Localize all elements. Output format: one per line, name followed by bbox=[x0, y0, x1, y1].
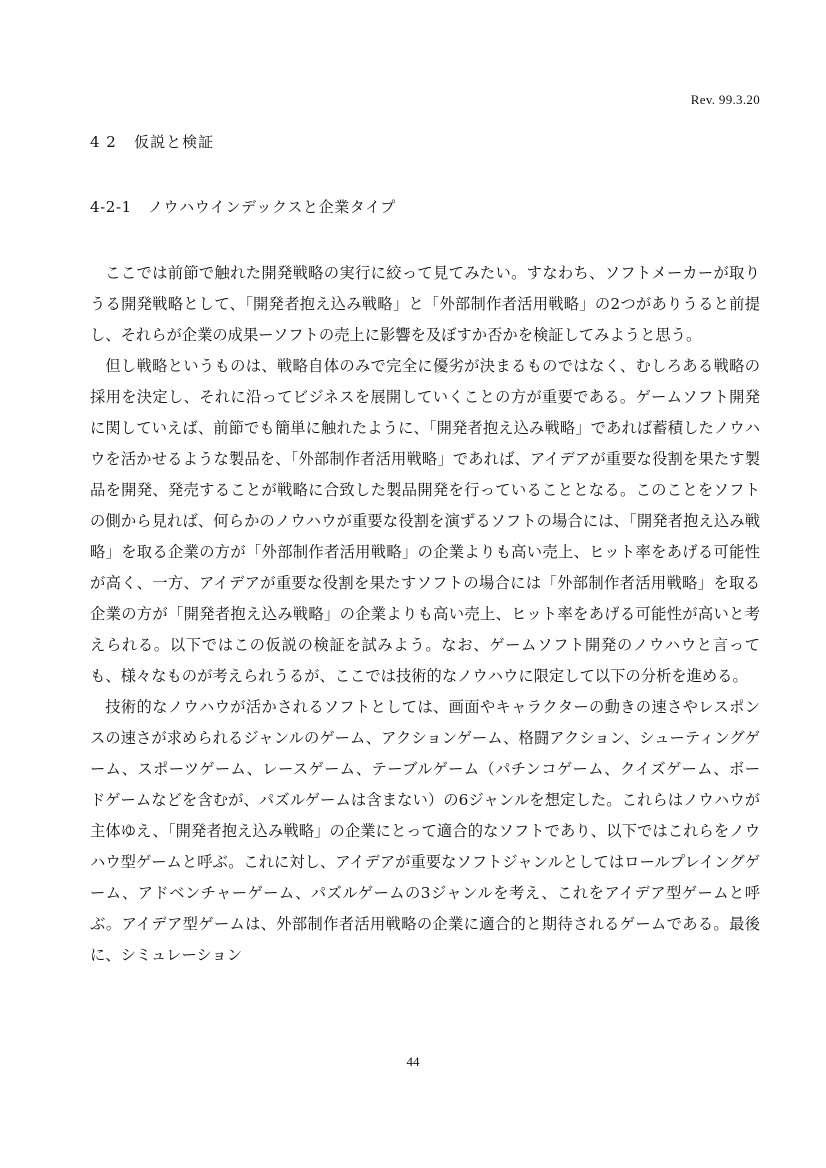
revision-label: Rev. 99.3.20 bbox=[690, 92, 760, 107]
subsection-number: 4-2-1 bbox=[90, 198, 132, 216]
section-number: 4 2 bbox=[90, 133, 117, 151]
section-heading bbox=[90, 131, 214, 152]
paragraph-2: 但し戦略というものは、戦略自体のみで完全に優劣が決まるものではなく、むしろある戦略の採用を決定し、それに沿ってビジネスを展開していくことの方が重要である。ゲームソフト開発に関していえば、前節でも簡単に触れたように、「開発者抱え込み戦略」であれば蓄積したノウハウを活かせるような製品を、「外部制作者活用戦略」であれば、アイデアが重要な役割を果たす製品を開発、発売することが戦略に合致した製品開発を行っていることとなる。このことをソフトの側から見れば、何らかのノウハウが重要な役割を演ずるソフトの場合には、「開発者抱え込み戦略」を取る企業の方が「外部制作者活用戦略」の企業よりも高い売上、ヒット率をあげる可能性が高く、一方、アイデアが重要な役割を果たすソフトの場合には「外部制作者活用戦略」を取る企業の方が「開発者抱え込み戦略」の企業よりも高い売上、ヒット率をあげる可能性が高いと考えられる。以下ではこの仮説の検証を試みよう。なお、ゲームソフト開発のノウハウと言っても、様々なものが考えられうるが、ここでは技術的なノウハウに限定して以下の分析を進める。 bbox=[90, 357, 760, 685]
subsection-title: ノウハウインデックスと企業タイプ bbox=[147, 198, 396, 216]
page-number: 44 bbox=[406, 1054, 420, 1069]
body-text bbox=[90, 258, 760, 971]
subsection-heading bbox=[90, 196, 396, 217]
paragraph-1: ここでは前節で触れた開発戦略の実行に絞って見てみたい。すなわち、ソフトメーカーが取りうる開発戦略として、「開発者抱え込み戦略」と「外部制作者活用戦略」の2つがありうると前提し、それらが企業の成果ーソフトの売上に影響を及ぼすか否かを検証してみようと思う。 bbox=[90, 264, 760, 344]
section-title: 仮説と検証 bbox=[134, 133, 215, 151]
paragraph-3: 技術的なノウハウが活かされるソフトとしては、画面やキャラクターの動きの速さやレスポンスの速さが求められるジャンルのゲーム、アクションゲーム、格闘アクション、シューティングゲーム、スポーツゲーム、レースゲーム、テーブルゲーム（パチンコゲーム、クイズゲーム、ボードゲームなどを含むが、パズルゲームは含まない）の6ジャンルを想定した。これらはノウハウが主体ゆえ、「開発者抱え込み戦略」の企業にとって適合的なソフトであり、以下ではこれらをノウハウ型ゲームと呼ぶ。これに対し、アイデアが重要なソフトジャンルとしてはロールプレイングゲーム、アドベンチャーゲーム、パズルゲームの3ジャンルを考え、これをアイデア型ゲームと呼ぶ。アイデア型ゲームは、外部制作者活用戦略の企業に適合的と期待されるゲームである。最後に、シミュレーション bbox=[90, 698, 760, 964]
